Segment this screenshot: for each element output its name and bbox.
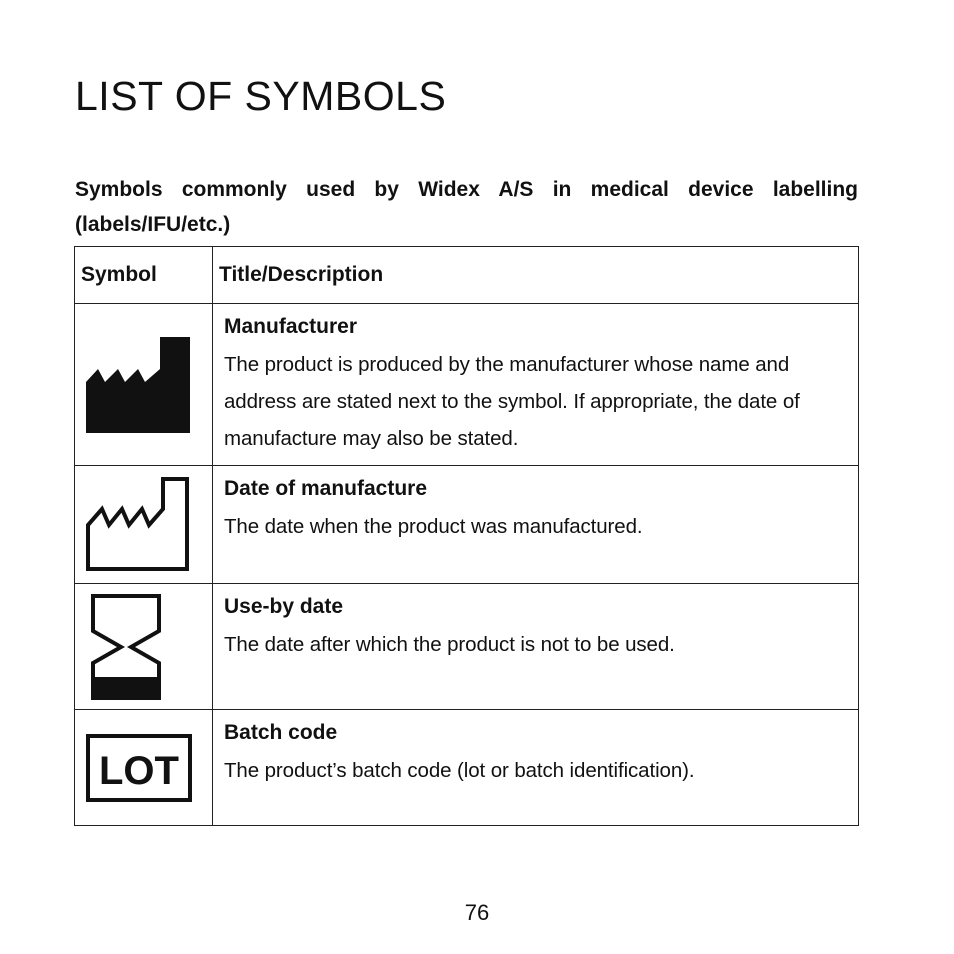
- intro-text: Symbols commonly used by Widex A/S in medical device labelling (labels/IFU/etc.): [75, 178, 858, 236]
- hourglass-icon: [89, 593, 163, 701]
- symbol-cell: [75, 584, 213, 710]
- table-row: [75, 304, 859, 466]
- symbol-cell: [75, 304, 213, 466]
- item-title: Date of manufacture: [224, 477, 428, 500]
- item-description: The product is produced by the manufacturer whose name and address are stated next to the symbol. If appropriate, the date of manufacture may also be stated.: [224, 353, 800, 450]
- page-number: 76: [464, 900, 490, 925]
- item-title: Batch code: [224, 721, 338, 744]
- description-cell: [213, 584, 859, 710]
- date-of-manufacture-icon: [85, 475, 191, 573]
- table-row: [75, 584, 859, 710]
- table-header-row: [75, 247, 859, 304]
- description-cell: [213, 710, 859, 826]
- description-cell: [213, 466, 859, 584]
- item-description: The product’s batch code (lot or batch identification).: [224, 759, 695, 782]
- item-title: Manufacturer: [224, 315, 358, 338]
- header-symbol: Symbol: [75, 247, 213, 304]
- item-title: Use-by date: [224, 595, 344, 618]
- table-row: [75, 710, 859, 826]
- item-description: The date when the product was manufactured.: [224, 515, 643, 538]
- item-description: The date after which the product is not to be used.: [224, 633, 675, 656]
- table-row: [75, 466, 859, 584]
- description-cell: [213, 304, 859, 466]
- symbols-table: [74, 246, 859, 826]
- symbol-cell: [75, 466, 213, 584]
- page-title: LIST OF SYMBOLS: [75, 73, 447, 119]
- lot-icon: [85, 733, 193, 803]
- symbol-cell: [75, 710, 213, 826]
- manufacturer-icon: [85, 336, 191, 434]
- header-description: Title/Description: [213, 247, 859, 304]
- lot-icon-text: LOT: [99, 749, 179, 793]
